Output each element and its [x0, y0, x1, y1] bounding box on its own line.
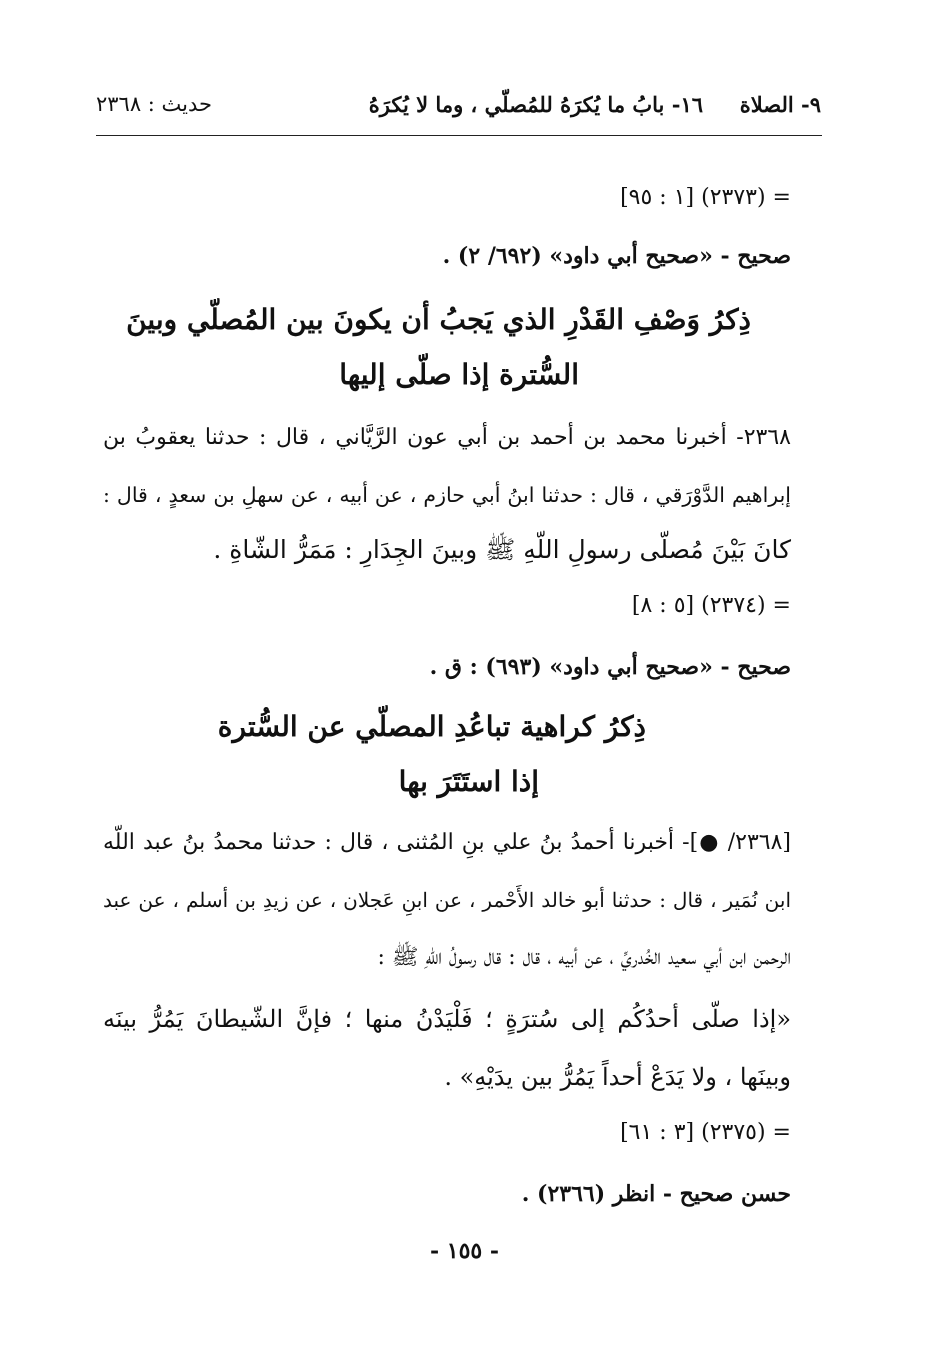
- grade-line-2374: صحيح - «صحيح أبي داود» (٦٩٣) : ق .: [429, 654, 791, 680]
- hadith-2368-line2: إبراهيم الدَّوْرَقي ، قال : حدثنا ابنُ أبي حازم ، عن أبيه ، عن سهلِ بن سعدٍ ، قال :: [103, 483, 791, 507]
- section-heading-1-line2: السُّترة إذا صلّى إليها: [339, 358, 579, 391]
- hadith-2368-dup-line5: وبينَها ، ولا يَدَعْ أحداً يَمُرُّ بين يدَيْهِ» .: [444, 1063, 791, 1091]
- hadith-2368-dup-line1: [٢٣٦٨/ ●]- أخبرنا أحمدُ بنُ علي بنِ المُثنى ، قال : حدثنا محمدُ بنُ عبد اللّه: [103, 830, 791, 855]
- section-heading-2-line1: ذِكرُ كراهية تباعُدِ المصلّي عن السُّترة: [217, 710, 646, 743]
- header-chapter: ٩- الصلاة: [739, 92, 821, 117]
- page-number: - ١٥٥ -: [430, 1238, 500, 1264]
- hadith-2368-line3: كانَ بَيْنَ مُصلّى رسولِ اللّهِ ﷺ وبينَ الجِدَارِ : مَمَرُّ الشّاةِ .: [213, 535, 791, 564]
- hadith-2368-dup-line2: ابن نُمَير ، قال : حدثنا أبو خالد الأَحْمر ، عن ابنِ عَجلان ، عن زيدِ بن أسلم ، عن عبد: [103, 888, 791, 912]
- section-heading-1-line1: ذِكرُ وَصْفِ القَدْرِ الذي يَجبُ أن يكونَ بين المُصلّي وبينَ: [126, 303, 751, 336]
- grade-line-2373-text: صحيح - «صحيح أبي داود» (٦٩٢/ ٢) .: [442, 243, 791, 269]
- reference-line-2375: = (٢٣٧٥) [٣ : ٦١]: [620, 1120, 791, 1145]
- hadith-2368-dup-line4: «إذا صلّى أحدُكُم إلى سُترَةٍ ؛ فَلْيَدْنُ منها ؛ فإنَّ الشّيطانَ يَمُرُّ بينَه: [103, 1005, 791, 1033]
- hadith-2368-dup-line3: الرحمن ابن أبي سعيد الخُدريِّ ، عن أبيه ، قال : قال رسولُ اللّهِ ﷺ :: [377, 945, 791, 970]
- header-hadith-ref: حديث : ٢٣٦٨: [96, 92, 213, 116]
- hadith-2368-line1: ٢٣٦٨- أخبرنا محمد بن أحمد بن أبي عون الرَّيَّاني ، قال : حدثنا يعقوبُ بن: [103, 425, 791, 450]
- reference-line-2373: = (٢٣٧٣) [١ : ٩٥]: [620, 185, 791, 210]
- header-section: ١٦- بابُ ما يُكرَهُ للمُصلّي ، وما لا يُكرَهُ: [368, 92, 703, 117]
- header-divider: [96, 135, 822, 136]
- reference-line-2374: = (٢٣٧٤) [٥ : ٨]: [631, 593, 791, 618]
- section-heading-2-line2: إذا استَتَرَ بها: [398, 765, 539, 798]
- grade-line-2373: [443, 243, 791, 270]
- grade-line-2375: حسن صحيح - انظر (٢٣٦٦) .: [521, 1181, 791, 1207]
